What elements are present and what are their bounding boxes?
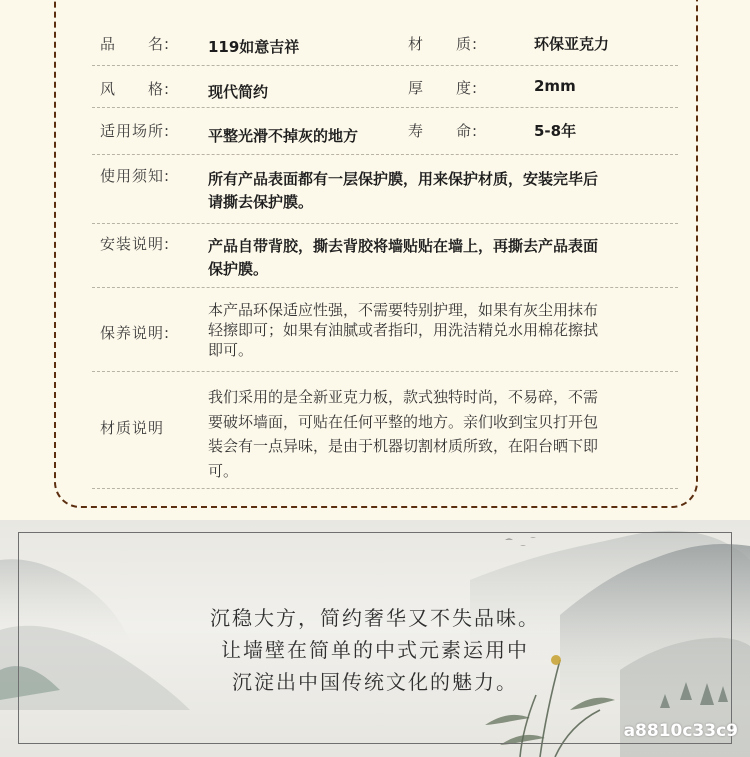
- notice-line: 请撕去保护膜。: [208, 193, 314, 211]
- poem-line-1: 沉稳大方，简约奢华又不失品味。: [210, 606, 540, 630]
- spec-row-material-desc: [92, 371, 678, 489]
- thickness-value: 2mm: [534, 77, 576, 95]
- watermark-text: a8810c33c9: [623, 721, 738, 741]
- care-line: 本产品环保适应性强，不需要特别护理，如果有灰尘用抹布: [208, 301, 599, 319]
- care-text: [208, 300, 670, 360]
- install-text: [208, 235, 670, 281]
- notice-text: [208, 168, 670, 214]
- material-value: 环保亚克力: [534, 35, 610, 53]
- place-value: 平整光滑不掉灰的地方: [208, 127, 359, 145]
- material-label: 材 质:: [408, 35, 479, 53]
- name-label: 品 名:: [100, 35, 171, 53]
- care-line: 轻擦即可；如果有油腻或者指印，用洗洁精兑水用棉花擦拭: [208, 321, 599, 339]
- ink-landscape-banner: [0, 520, 750, 757]
- care-label: 保养说明:: [100, 324, 171, 342]
- notice-line: 所有产品表面都有一层保护膜，用来保护材质，安装完毕后: [208, 170, 599, 188]
- material-desc-label: 材质说明: [100, 419, 165, 437]
- life-value: 5-8年: [534, 122, 577, 140]
- thickness-label: 厚 度:: [408, 79, 479, 97]
- spec-row-notice: [92, 154, 678, 224]
- care-line: 即可。: [208, 341, 254, 359]
- material-desc-line: 可。: [208, 461, 239, 480]
- place-label: 适用场所:: [100, 122, 171, 140]
- material-desc-line: 我们采用的是全新亚克力板，款式独特时尚，不易碎，不需: [208, 388, 599, 406]
- spec-row-install: [92, 223, 678, 288]
- material-desc-line: 要破坏墙面，可贴在任何平整的地方。亲们收到宝贝打开包: [208, 412, 599, 431]
- install-line: 产品自带背胶，撕去背胶将墙贴贴在墙上，再撕去产品表面: [208, 237, 599, 255]
- install-label: 安装说明:: [100, 235, 171, 253]
- spec-row-care: [92, 287, 678, 372]
- style-value: 现代简约: [208, 83, 269, 101]
- install-line: 保护膜。: [208, 260, 269, 278]
- poem-line-3: 沉淀出中国传统文化的魅力。: [232, 670, 518, 694]
- material-desc-line: 装会有一点异味，是由于机器切割材质所致，在阳台晒下即: [208, 437, 599, 455]
- material-desc-text: [208, 385, 670, 483]
- spec-row-style-thickness: [92, 65, 678, 108]
- name-value: 119如意吉祥: [208, 38, 300, 56]
- poem-line-2: 让墙壁在简单的中式元素运用中: [221, 638, 529, 662]
- spec-row-name-material: [92, 20, 678, 66]
- notice-label: 使用须知:: [100, 167, 171, 185]
- life-label: 寿 命:: [408, 122, 479, 140]
- style-label: 风 格:: [100, 80, 171, 98]
- spec-row-place-life: [92, 107, 678, 155]
